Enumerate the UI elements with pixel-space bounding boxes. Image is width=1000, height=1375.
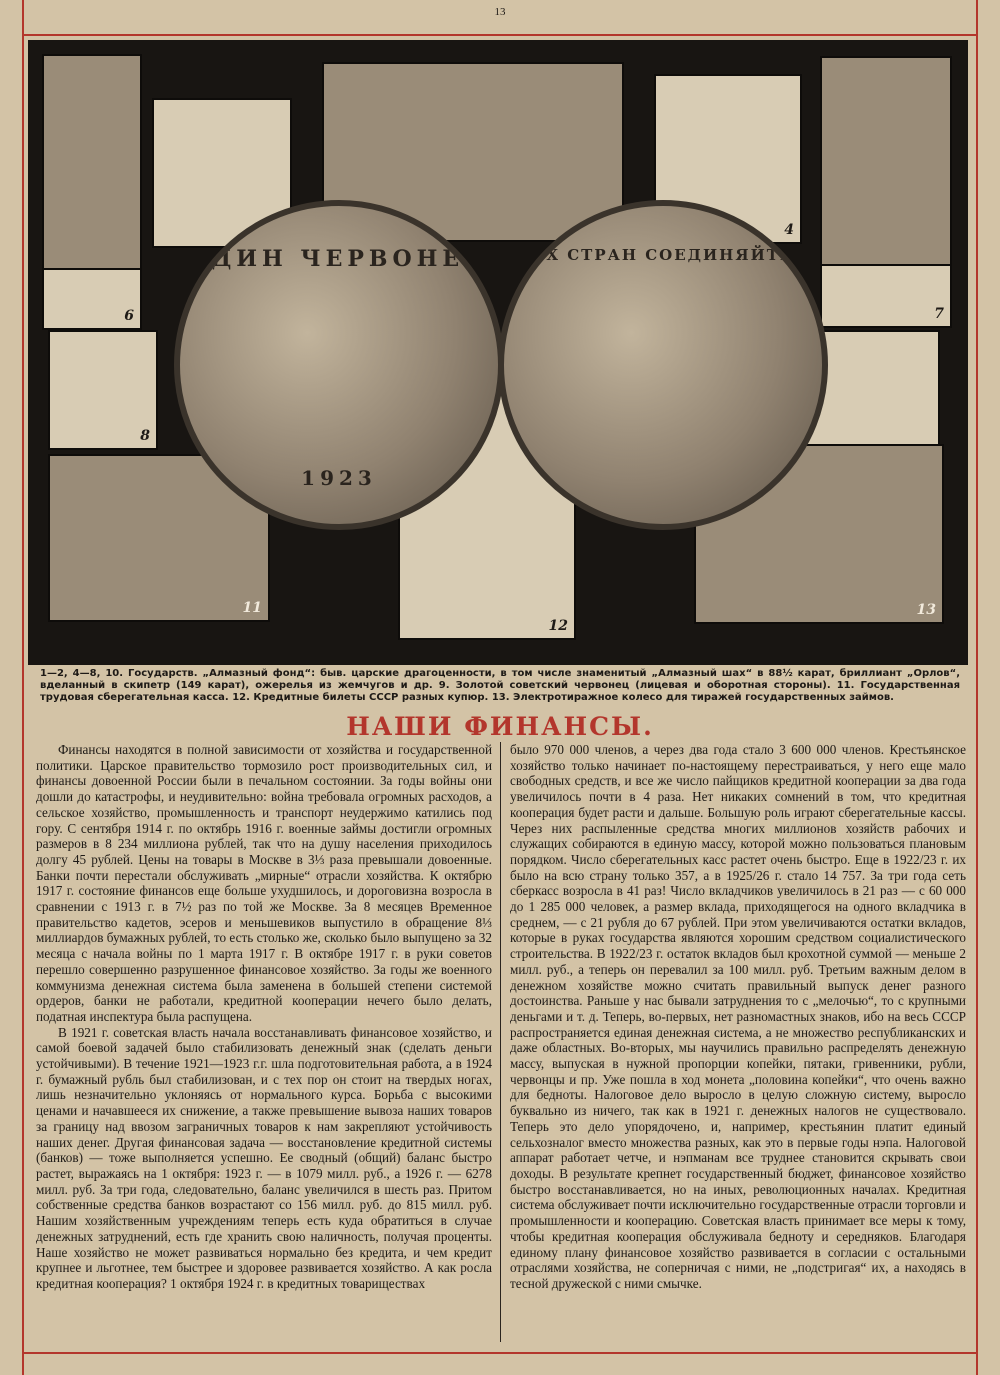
tile-number: 4: [784, 222, 794, 238]
tile-number: 8: [140, 428, 150, 444]
tile-number: 11: [242, 600, 262, 616]
photo-tile-necklace: [48, 330, 158, 450]
coin-inscription: ОДИН ЧЕРВОНЕЦ: [187, 246, 491, 272]
photo-tile-diamond-right: [820, 264, 952, 328]
top-rule: [24, 34, 976, 36]
coin-inscription: ВСЕХ СТРАН СОЕДИНЯЙТЕСЬ: [504, 246, 822, 264]
article-title: НАШИ ФИНАНСЫ.: [346, 712, 654, 741]
tile-number: 6: [124, 308, 134, 324]
column-divider: [500, 742, 501, 1342]
coin-year: 1923: [301, 466, 377, 490]
tile-number: 12: [548, 618, 568, 634]
article-paragraph: было 970 000 членов, а через два года стало 3 600 000 членов. Крестьянское хозяйство только начинает по-настоящему перестраиваться, у него еще мало свободных средств, и все же число пайщиков кредитной кооперации за два года увеличилось почти в 4 раза. Нет никаких сомнений в том, что кредитная кооперация будет расти и дальше. Большую роль играют сберегательные кассы. Через них распыленные средства многих миллионов хозяйств рабочих и служащих собираются в единую массу, которой можно пользоваться плановым порядком. Число сберегательных касс растет очень быстро. Еще в 1922/23 г. их было на всю страну только 357, а в 1925/26 г. стало 14 757. За три года сеть сберкасс возросла в 41 раз! Число вкладчиков увеличилось в 21 раз — с 60 000 до 1 285 000 человек, а размер вклада, приходящегося на одного вкладчика в среднем, — с 21 рубля до 67 рублей. При этом увеличиваются остатки вкладов, которые в руках государства являются хорошим средством социалистического строительства. В 1922/23 г. остаток вкладов был крохотной суммой — меньше 2 милл. руб., а теперь он перевалил за 100 милл. руб. Третьим важным делом в денежном хозяйстве можно считать правильный выпуск денег разного достоинства. Раньше у нас бывали затруднения то с „мелочью“, то с крупными деньгами и т. д. Теперь, во-первых, нет разномастных знаков, ибо на весь СССР распространяется единая денежная система, а не множество республиканских и даже областных. Во-вторых, мы научились правильно распределять денежную массу, выпуская в нужной пропорции копейки, пятаки, гривенники, рубли, червонцы и пр. Уже пошла в ход монета „половина копейки“, что очень важно для бедноты. Налоговое дело выросло в целую сложную систему, выросло буквально из ничего, так как в 1921 г. денежных налогов не существовало. Теперь это дело упорядочено, и, например, крестьянин платит единый сельхозналог вместо множества разных, как это в первые годы нэпа. Налоговой аппарат работает четче, и нэпманам все труднее становится скрывать свои доходы. В результате крепнет государственный бюджет, финансовое хозяйство быстро восстанавливается, но на иных, революционных началах. Кредитная система обслуживает почти исключительно государственные отрасли торговли и промышленности и кооперацию. Советская власть принимает все меры к тому, чтобы кредитная кооперация обслуживала бедноту и середняков. Благодаря единому плану финансовое хозяйство развивается в согласии с остальными отраслями хозяйства, не соперничая с ними, не „подстригая“ их, а находясь в тесной дружеской с ними смычке.: [510, 742, 966, 1291]
right-margin-rule: [976, 0, 978, 1375]
page-number: 13: [494, 6, 506, 18]
article-paragraph: В 1921 г. советская власть начала восстанавливать финансовое хозяйство, и самой боевой задачей было стабилизовать денежный знак (сделать деньги устойчивыми). В течение 1921—1923 г.г. шла подготовительная работа, а в 1924 г. бумажный рубль был стабилизован, и с тех пор он стоит на твердых ногах, лишь незначительно уклоняясь от нормального курса. Борьба с высокими ценами и начавшееся их снижение, а также превышение вывоза наших товаров за границу над ввозом заграничных товаров к нам закрепляют устойчивость наших денег. Другая финансовая задача — восстановление кредитной системы (банков) — тоже выполняется успешно. Ее сводный (общий) баланс быстро растет, выражаясь на 1 октября: 1923 г. — в 1079 милл. руб., а 1926 г. — 6278 милл. руб. За три года, следовательно, баланс увеличился в шесть раз. Притом собственные средства банков возрастают со 156 милл. руб. до 815 милл. руб. Нашим хозяйственным учреждениям теперь есть куда обратиться в случае денежных затруднений, есть где хранить свою наличность, получая проценты. Наше хозяйство не может развиваться нормально без кредита, и чем кредит крупнее и льготнее, тем быстрее и здоровее развивается хозяйство. А как росла кредитная кооперация? 1 октября 1924 г. в кредитных товариществах: [36, 1024, 492, 1291]
bottom-rule: [24, 1352, 976, 1354]
gold-chervonets-reverse: [498, 200, 828, 530]
tile-number: 7: [934, 306, 944, 322]
gold-chervonets-obverse: [174, 200, 504, 530]
photo-tile-diamond: [42, 268, 142, 330]
photo-plate: [28, 40, 968, 665]
plate-caption: 1—2, 4—8, 10. Государств. „Алмазный фонд“: быв. царские драгоценности, в том числе знаменитый „Алмазный шах“ в 88½ карат, бриллиант „Орлов“, вделанный в скипетр (149 карат), ожерелья из жемчугов и др. 9. Золотой советский червонец (лицевая и оборотная стороны). 11. Государственная трудовая сберегательная касса. 12. Кредитные билеты СССР разных купюр. 13. Электротиражное колесо для тиражей государственных займов.: [40, 668, 960, 703]
article-column-right: [510, 742, 966, 1292]
left-margin-rule: [22, 0, 24, 1375]
article-column-left: [36, 742, 492, 1292]
article-paragraph: Финансы находятся в полной зависимости от хозяйства и государственной политики. Царское правительство тормозило рост производительных сил, и финансы довоенной России были в печальном состоянии. За годы войны они дошли до катастрофы, и неудивительно: война требовала огромных расходов, а сельское хозяйство, промышленность и транспорт неудержимо катились под гору. С сентября 1914 г. по октябрь 1916 г. военные займы достигли огромных размеров в 8 234 миллиона рублей, так что на душу населения приходилось долгу 45 рублей. Цены на товары в Москве в 3⅓ раза превышали довоенные. Банки почти перестали обслуживать „мирные“ отрасли хозяйства. К октябрю 1917 г. состояние финансов еще больше ухудшилось, и дороговизна возросла в сравнении с 1913 г. в 7½ раз по той же Москве. За 8 месяцев Временное правительство кадетов, эсеров и меньшевиков выпустило в обращение 8⅓ миллиардов бумажных рублей, то есть столько же, сколько было выпущено за 32 месяца с начала войны по 1 марта 1917 г. В октябре 1917 г. в руки советов перешло совершенно разрушенное финансовое хозяйство. За годы же военного коммунизма денежная система была заменена в большей степени системой ордеров, банки не работали, кредитной кооперации нечего было делать, податная инспектура была распущена.: [36, 742, 492, 1024]
tile-number: 13: [916, 602, 936, 618]
